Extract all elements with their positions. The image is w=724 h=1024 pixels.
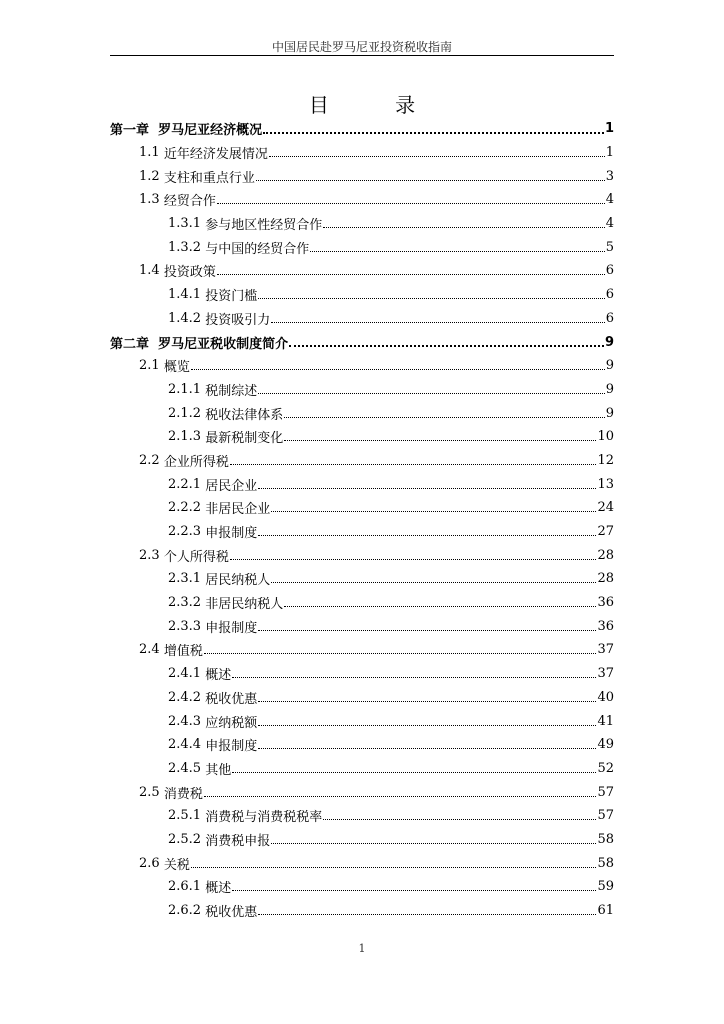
header-rule xyxy=(110,55,614,56)
toc-entry[interactable] xyxy=(110,709,614,733)
toc-entry-title: 概述 xyxy=(205,668,232,684)
toc-entry-title: 经贸合作 xyxy=(163,194,216,210)
dot-leader xyxy=(191,369,605,370)
toc-entry[interactable] xyxy=(110,638,614,662)
toc-entry-number: 2.6.2 xyxy=(168,903,202,919)
page-number: 1 xyxy=(358,942,366,955)
dot-leader xyxy=(310,251,604,252)
toc-entry-number: 2.1.1 xyxy=(168,381,202,397)
toc-entry-page: 5 xyxy=(605,239,614,255)
toc-entry-number: 2.6.1 xyxy=(168,879,202,895)
toc-entry-number: 2.4.2 xyxy=(168,689,202,705)
toc-entry-title: 消费税 xyxy=(163,786,203,802)
toc-entry[interactable] xyxy=(110,212,614,236)
toc-entry-page: 9 xyxy=(604,334,614,350)
toc-entry-title: 个人所得税 xyxy=(163,549,229,565)
toc-entry-number: 第一章 xyxy=(110,123,150,139)
toc-entry-title: 税收优惠 xyxy=(205,905,258,921)
toc-entry-page: 36 xyxy=(597,595,614,611)
toc-entry-number: 2.1 xyxy=(139,358,160,374)
toc-entry-title: 概览 xyxy=(163,360,190,376)
toc-entry[interactable] xyxy=(110,401,614,425)
toc-title: 目 录 xyxy=(308,93,446,117)
dot-leader xyxy=(323,227,604,228)
toc-entry[interactable] xyxy=(110,804,614,828)
toc-entry-title: 增值税 xyxy=(163,644,203,660)
toc-entry-title: 投资吸引力 xyxy=(205,312,271,328)
dot-leader xyxy=(271,511,596,512)
toc-entry-number: 2.4.3 xyxy=(168,713,202,729)
dot-leader xyxy=(258,748,596,749)
toc-entry-title: 支柱和重点行业 xyxy=(163,170,255,186)
dot-leader xyxy=(204,653,597,654)
toc-entry-number: 2.6 xyxy=(139,855,160,871)
toc-entry[interactable] xyxy=(110,828,614,852)
toc-entry-title: 居民纳税人 xyxy=(205,573,271,589)
toc-entry[interactable] xyxy=(110,591,614,615)
toc-entry-number: 2.3 xyxy=(139,547,160,563)
dot-leader xyxy=(258,630,596,631)
toc-entry-number: 2.2.2 xyxy=(168,500,202,516)
toc-entry[interactable] xyxy=(110,662,614,686)
toc-entry-number: 1.4 xyxy=(139,263,160,279)
toc-entry-number: 1.4.1 xyxy=(168,287,202,303)
toc-entry-title: 与中国的经贸合作 xyxy=(205,241,310,257)
dot-leader xyxy=(258,393,604,394)
toc-entry[interactable] xyxy=(110,851,614,875)
toc-entry-page: 6 xyxy=(605,310,614,326)
toc-entry[interactable] xyxy=(110,235,614,259)
toc-entry-page: 6 xyxy=(605,287,614,303)
dot-leader xyxy=(232,772,596,773)
toc-entry-number: 2.1.3 xyxy=(168,429,202,445)
toc-entry[interactable] xyxy=(110,733,614,757)
toc-entry-page: 28 xyxy=(597,547,614,563)
toc-entry[interactable] xyxy=(110,378,614,402)
dot-leader xyxy=(258,914,596,915)
toc-entry-page: 37 xyxy=(597,666,614,682)
dot-leader xyxy=(258,488,596,489)
toc-entry-title: 申报制度 xyxy=(205,739,258,755)
toc-entry-page: 1 xyxy=(605,145,614,161)
toc-entry[interactable] xyxy=(110,520,614,544)
dot-leader xyxy=(232,677,596,678)
toc-entry-title: 居民企业 xyxy=(205,478,258,494)
dot-leader xyxy=(258,298,604,299)
toc-entry-title: 概述 xyxy=(205,881,232,897)
toc-entry-page: 41 xyxy=(597,713,614,729)
toc-entry-title: 其他 xyxy=(205,762,232,778)
toc-entry-number: 2.3.3 xyxy=(168,618,202,634)
toc-entry[interactable] xyxy=(110,141,614,165)
dot-leader xyxy=(289,345,604,347)
dot-leader xyxy=(284,606,596,607)
dot-leader xyxy=(258,535,596,536)
toc-entry-page: 57 xyxy=(597,808,614,824)
toc-entry-title: 消费税申报 xyxy=(205,833,271,849)
toc-entry-page: 49 xyxy=(597,737,614,753)
toc-entry-page: 58 xyxy=(597,855,614,871)
toc-entry-page: 52 xyxy=(597,760,614,776)
toc-chapter-entry[interactable] xyxy=(110,330,614,354)
dot-leader xyxy=(217,203,605,204)
table-of-contents xyxy=(110,117,614,922)
toc-entry-page: 36 xyxy=(597,618,614,634)
toc-entry-number: 1.4.2 xyxy=(168,310,202,326)
dot-leader xyxy=(269,156,605,157)
toc-entry-page: 9 xyxy=(605,358,614,374)
toc-entry-title: 申报制度 xyxy=(205,526,258,542)
toc-entry-number: 1.3.2 xyxy=(168,239,202,255)
toc-entry-title: 最新税制变化 xyxy=(205,431,284,447)
toc-entry[interactable] xyxy=(110,188,614,212)
toc-entry-title: 消费税与消费税税率 xyxy=(205,810,323,826)
toc-entry-number: 第二章 xyxy=(110,336,150,352)
toc-entry-page: 58 xyxy=(597,831,614,847)
toc-entry-title: 企业所得税 xyxy=(163,454,229,470)
toc-entry-number: 2.4 xyxy=(139,642,160,658)
toc-entry-number: 2.4.5 xyxy=(168,760,202,776)
toc-entry-number: 2.2 xyxy=(139,452,160,468)
toc-entry[interactable] xyxy=(110,567,614,591)
toc-entry[interactable] xyxy=(110,780,614,804)
dot-leader xyxy=(284,440,596,441)
toc-entry-number: 1.3.1 xyxy=(168,216,202,232)
toc-entry-number: 2.1.2 xyxy=(168,405,202,421)
toc-entry-number: 2.2.1 xyxy=(168,476,202,492)
toc-entry[interactable] xyxy=(110,449,614,473)
toc-entry-number: 2.4.1 xyxy=(168,666,202,682)
toc-entry-number: 1.1 xyxy=(139,145,160,161)
toc-entry-number: 1.2 xyxy=(139,168,160,184)
toc-entry[interactable] xyxy=(110,472,614,496)
toc-entry-page: 3 xyxy=(605,168,614,184)
toc-chapter-entry[interactable] xyxy=(110,117,614,141)
dot-leader xyxy=(217,274,605,275)
running-header: 中国居民赴罗马尼亚投资税收指南 xyxy=(271,40,452,54)
toc-entry-gap xyxy=(149,335,158,350)
toc-entry-title: 罗马尼亚税收制度简介 xyxy=(158,336,289,352)
toc-entry-title: 近年经济发展情况 xyxy=(163,147,268,163)
dot-leader xyxy=(256,180,605,181)
toc-entry-title: 关税 xyxy=(163,857,190,873)
toc-entry[interactable] xyxy=(110,425,614,449)
toc-entry-title: 罗马尼亚经济概况 xyxy=(158,123,263,139)
toc-entry-number: 1.3 xyxy=(139,192,160,208)
dot-leader xyxy=(323,819,596,820)
toc-entry-page: 28 xyxy=(597,571,614,587)
dot-leader xyxy=(271,843,596,844)
dot-leader xyxy=(271,322,604,323)
dot-leader xyxy=(204,796,597,797)
toc-entry-number: 2.3.1 xyxy=(168,571,202,587)
toc-entry-page: 61 xyxy=(597,903,614,919)
toc-entry-page: 59 xyxy=(597,879,614,895)
dot-leader xyxy=(230,464,597,465)
toc-entry-title: 税收法律体系 xyxy=(205,407,284,423)
dot-leader xyxy=(191,867,597,868)
toc-entry-title: 非居民纳税人 xyxy=(205,597,284,613)
toc-entry[interactable] xyxy=(110,757,614,781)
toc-entry[interactable] xyxy=(110,875,614,899)
toc-entry-title: 申报制度 xyxy=(205,620,258,636)
toc-entry-title: 非居民企业 xyxy=(205,502,271,518)
toc-entry[interactable] xyxy=(110,496,614,520)
dot-leader xyxy=(258,701,596,702)
toc-entry-number: 2.5.2 xyxy=(168,831,202,847)
toc-entry-title: 税收优惠 xyxy=(205,691,258,707)
toc-entry-page: 12 xyxy=(597,452,614,468)
dot-leader xyxy=(271,582,596,583)
toc-entry-title: 应纳税额 xyxy=(205,715,258,731)
toc-entry[interactable] xyxy=(110,307,614,331)
toc-entry-page: 9 xyxy=(605,381,614,397)
toc-entry-gap xyxy=(149,121,158,136)
toc-entry[interactable] xyxy=(110,899,614,923)
toc-entry-title: 投资门槛 xyxy=(205,289,258,305)
toc-entry-page: 40 xyxy=(597,689,614,705)
toc-entry[interactable] xyxy=(110,164,614,188)
toc-entry[interactable] xyxy=(110,354,614,378)
toc-entry-page: 4 xyxy=(605,216,614,232)
toc-entry[interactable] xyxy=(110,543,614,567)
toc-entry-page: 37 xyxy=(597,642,614,658)
toc-entry[interactable] xyxy=(110,614,614,638)
toc-entry-number: 2.5 xyxy=(139,784,160,800)
toc-entry-page: 4 xyxy=(605,192,614,208)
toc-entry[interactable] xyxy=(110,259,614,283)
dot-leader xyxy=(230,559,597,560)
toc-entry-page: 57 xyxy=(597,784,614,800)
toc-entry-page: 1 xyxy=(604,121,614,137)
toc-entry-page: 6 xyxy=(605,263,614,279)
toc-entry[interactable] xyxy=(110,283,614,307)
toc-entry[interactable] xyxy=(110,686,614,710)
toc-entry-title: 参与地区性经贸合作 xyxy=(205,218,323,234)
dot-leader xyxy=(258,725,596,726)
toc-entry-number: 2.3.2 xyxy=(168,595,202,611)
toc-entry-number: 2.2.3 xyxy=(168,524,202,540)
dot-leader xyxy=(284,417,604,418)
toc-entry-number: 2.5.1 xyxy=(168,808,202,824)
toc-entry-page: 9 xyxy=(605,405,614,421)
toc-entry-page: 10 xyxy=(597,429,614,445)
toc-entry-page: 13 xyxy=(597,476,614,492)
toc-entry-page: 24 xyxy=(597,500,614,516)
toc-entry-page: 27 xyxy=(597,524,614,540)
dot-leader xyxy=(263,132,604,134)
toc-entry-title: 税制综述 xyxy=(205,383,258,399)
toc-entry-number: 2.4.4 xyxy=(168,737,202,753)
toc-entry-title: 投资政策 xyxy=(163,265,216,281)
dot-leader xyxy=(232,890,596,891)
